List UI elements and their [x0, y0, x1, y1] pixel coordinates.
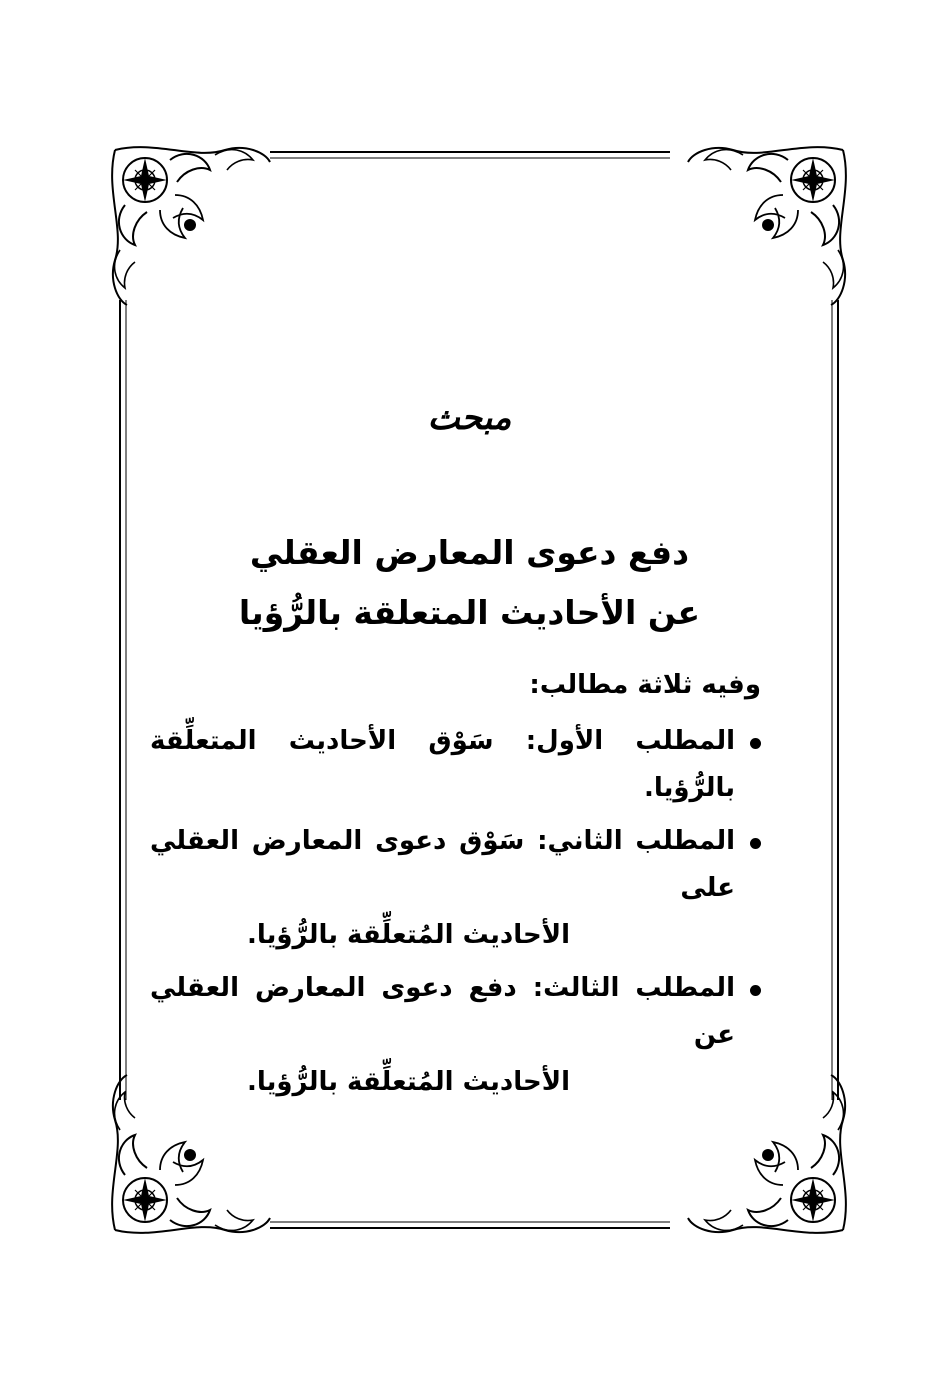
chapter-heading: مبحث: [427, 398, 512, 438]
section-item-2-line-1: المطلب الثاني: سَوْق دعوى المعارض العقلي على: [150, 826, 735, 903]
chapter-title: [180, 523, 759, 643]
section-item-3-line-1: المطلب الثالث: دفع دعوى المعارض العقلي عن: [150, 973, 735, 1050]
sections-list: [150, 718, 761, 1112]
chapter-title-line-1: دفع دعوى المعارض العقلي: [249, 533, 690, 572]
corner-ornament-top-right: [688, 147, 846, 305]
bullet-icon: [750, 985, 761, 996]
corner-ornament-top-left: [112, 147, 270, 305]
section-item-3-line-2: الأحاديث المُتعلِّقة بالرُّؤيا.: [246, 1067, 570, 1097]
chapter-title-line-2: عن الأحاديث المتعلقة بالرُّؤيا: [238, 593, 701, 632]
sections-intro: وفيه ثلاثة مطالب:: [529, 670, 761, 700]
section-item-2-line-2: الأحاديث المُتعلِّقة بالرُّؤيا.: [246, 920, 570, 950]
section-item-2: [150, 818, 761, 959]
section-item-1: [150, 718, 761, 812]
bullet-icon: [750, 838, 761, 849]
section-item-1-line-1: المطلب الأول: سَوْق الأحاديث المتعلِّقة بالرُّؤيا.: [150, 726, 735, 803]
section-item-3: [150, 965, 761, 1106]
bullet-icon: [750, 738, 761, 749]
